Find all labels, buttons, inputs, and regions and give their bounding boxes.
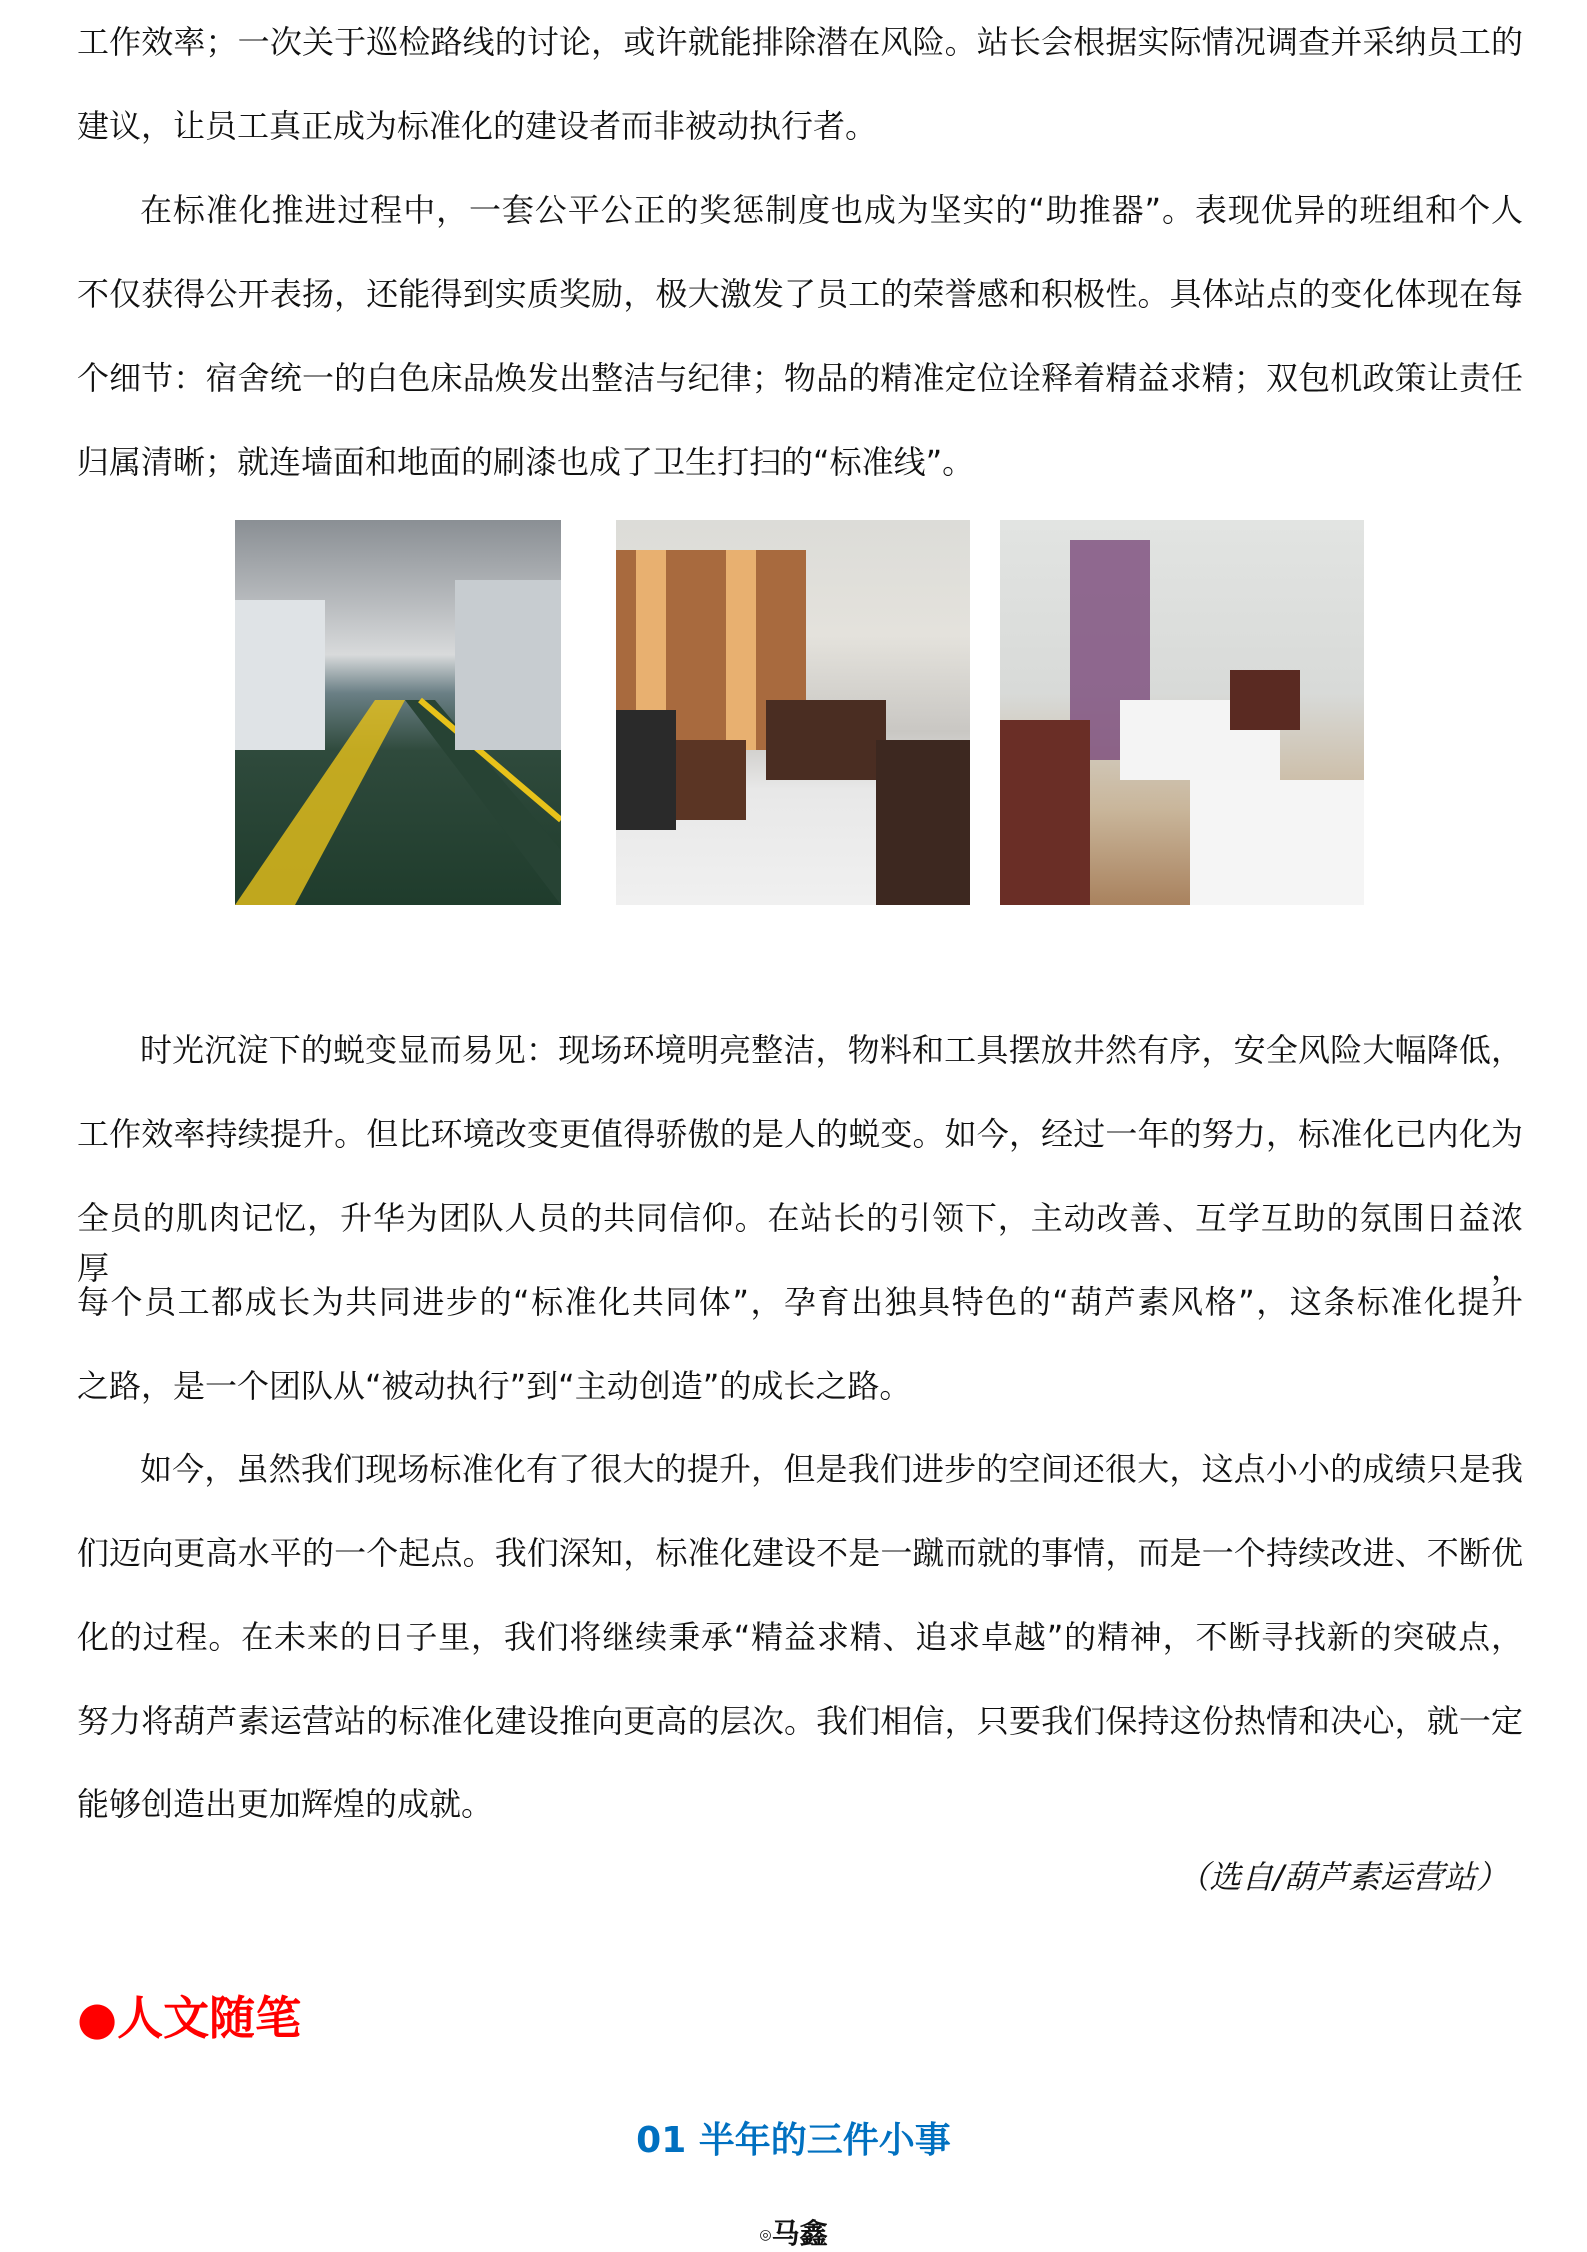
- text-line: 努力将葫芦素运营站的标准化建设推向更高的层次。我们相信，只要我们保持这份热情和决心，就一定: [77, 1702, 1523, 1740]
- source-attribution: （选自/葫芦素运营站）: [1177, 1858, 1508, 1896]
- article-title: 01 半年的三件小事: [636, 2120, 951, 2161]
- text-line: 建议，让员工真正成为标准化的建设者而非被动执行者。: [77, 107, 878, 145]
- photo-office: [616, 520, 970, 905]
- text-line: 如今，虽然我们现场标准化有了很大的提升，但是我们进步的空间还很大，这点小小的成绩只是我: [140, 1450, 1523, 1488]
- text-line: 工作效率持续提升。但比环境改变更值得骄傲的是人的蜕变。如今，经过一年的努力，标准化已内化为: [77, 1115, 1523, 1153]
- text-line: 不仅获得公开表扬，还能得到实质奖励，极大激发了员工的荣誉感和积极性。具体站点的变化体现在每: [77, 275, 1523, 313]
- text-line: 时光沉淀下的蜕变显而易见：现场环境明亮整洁，物料和工具摆放井然有序，安全风险大幅降低，: [140, 1031, 1523, 1069]
- text-line: 归属清晰；就连墙面和地面的刷漆也成了卫生打扫的“标准线”。: [77, 443, 975, 481]
- text-line: 每个员工都成长为共同进步的“标准化共同体”，孕育出独具特色的“葫芦素风格”，这条标准化提升: [77, 1283, 1523, 1321]
- text-line: 们迈向更高水平的一个起点。我们深知，标准化建设不是一蹴而就的事情，而是一个持续改进、不断优: [77, 1534, 1523, 1572]
- text-line: 能够创造出更加辉煌的成就。: [77, 1785, 494, 1823]
- text-line: 个细节：宿舍统一的白色床品焕发出整洁与纪律；物品的精准定位诠释着精益求精；双包机政策让责任: [77, 359, 1523, 397]
- section-heading: ●人文随笔: [77, 1991, 302, 2045]
- author-name: 马鑫: [771, 2217, 828, 2250]
- text-line: 工作效率；一次关于巡检路线的讨论，或许就能排除潜在风险。站长会根据实际情况调查并采纳员工的: [77, 23, 1523, 61]
- author-byline: [0, 2212, 1587, 2252]
- photo-workshop-floor: [235, 520, 561, 905]
- author-mark-icon: ◎: [759, 2227, 772, 2243]
- text-line: 之路，是一个团队从“被动执行”到“主动创造”的成长之路。: [77, 1367, 912, 1405]
- text-line: 在标准化推进过程中，一套公平公正的奖惩制度也成为坚实的“助推器”。表现优异的班组和个人: [140, 191, 1523, 229]
- text-line: 化的过程。在未来的日子里，我们将继续秉承“精益求精、追求卓越”的精神，不断寻找新的突破点，: [77, 1618, 1523, 1656]
- text-line: 全员的肌肉记忆，升华为团队人员的共同信仰。在站长的引领下，主动改善、互学互助的氛围日益浓厚，: [77, 1199, 1523, 1287]
- photo-dormitory: [1000, 520, 1364, 905]
